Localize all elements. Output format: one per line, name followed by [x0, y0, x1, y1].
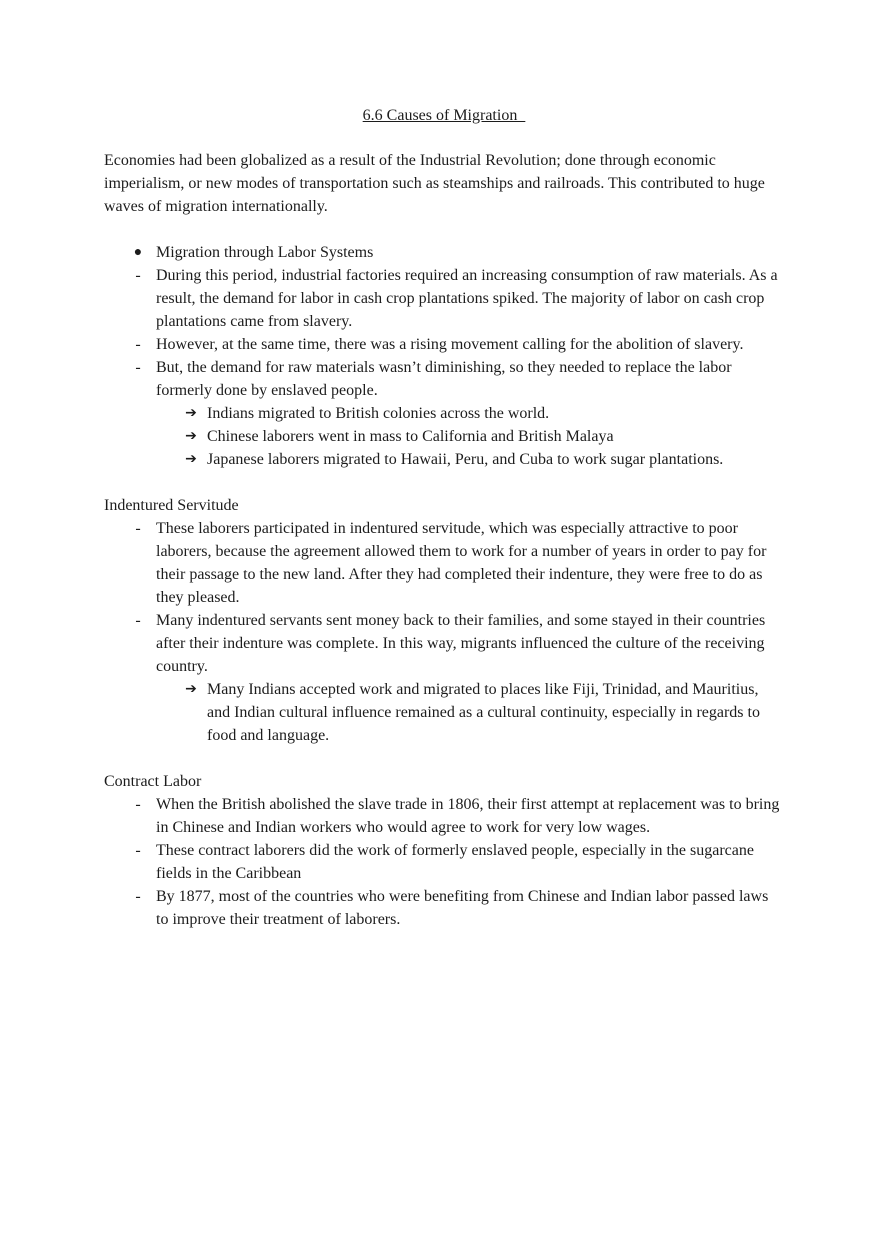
- list-item-text: However, at the same time, there was a rising movement calling for the abolition of slavery.: [156, 336, 744, 353]
- list-item: [104, 793, 784, 839]
- list-item: [104, 356, 784, 402]
- document-page: [104, 104, 784, 931]
- list-item-text: By 1877, most of the countries who were benefiting from Chinese and Indian labor passed laws to improve their treatment of laborers.: [156, 888, 769, 928]
- list-item-text: When the British abolished the slave trade in 1806, their first attempt at replacement was to bring in Chinese and Indian workers who would agree to work for very low wages.: [156, 796, 780, 836]
- dash-icon: -: [135, 267, 141, 284]
- list-item: [104, 517, 784, 609]
- dash-icon: -: [135, 888, 141, 905]
- dash-icon: -: [135, 612, 141, 629]
- list-item-text: These laborers participated in indentured servitude, which was especially attractive to poor laborers, because the agreement allowed them to work for a number of years in order to pay for their passage to the new land. After they had completed their indenture, they were free to do as they pleased.: [156, 520, 767, 606]
- arrow-right-icon: ➔: [185, 428, 197, 444]
- sub-list-item: [104, 448, 784, 471]
- sub-list-item: [104, 678, 784, 747]
- dash-icon: -: [135, 520, 141, 537]
- list-item-text: These contract laborers did the work of formerly enslaved people, especially in the sugarcane fields in the Caribbean: [156, 842, 754, 882]
- list-item: [104, 839, 784, 885]
- labor-systems-bullet: [104, 241, 784, 264]
- sub-list-item-text: Indians migrated to British colonies across the world.: [207, 405, 550, 422]
- arrow-right-icon: ➔: [185, 405, 197, 421]
- contract-heading: Contract Labor: [104, 773, 202, 790]
- list-item-text: Many indentured servants sent money back to their families, and some stayed in their countries after their indenture was complete. In this way, migrants influenced the culture of the receiving country.: [156, 612, 766, 675]
- dash-icon: -: [135, 359, 141, 376]
- sub-list-item: [104, 402, 784, 425]
- dash-icon: -: [135, 796, 141, 813]
- page-title: 6.6 Causes of Migration: [362, 107, 526, 124]
- list-item-text: But, the demand for raw materials wasn’t diminishing, so they needed to replace the labor formerly done by enslaved people.: [156, 359, 732, 399]
- list-item: [104, 333, 784, 356]
- dash-icon: -: [135, 336, 141, 353]
- indentured-heading: Indentured Servitude: [104, 497, 239, 514]
- sub-list-item-text: Japanese laborers migrated to Hawaii, Peru, and Cuba to work sugar plantations.: [207, 451, 724, 468]
- list-item: [104, 885, 784, 931]
- list-item: [104, 609, 784, 678]
- list-item: [104, 264, 784, 333]
- bullet-icon: ●: [133, 245, 143, 260]
- sub-list-item-text: Chinese laborers went in mass to California and British Malaya: [207, 428, 614, 445]
- dash-icon: -: [135, 842, 141, 859]
- labor-systems-heading: Migration through Labor Systems: [156, 244, 374, 261]
- sub-list-item: [104, 425, 784, 448]
- list-item-text: During this period, industrial factories required an increasing consumption of raw materials. As a result, the demand for labor in cash crop plantations spiked. The majority of labor on cash crop plantations came from slavery.: [156, 267, 778, 330]
- intro-paragraph: Economies had been globalized as a result of the Industrial Revolution; done through economic imperialism, or new modes of transportation such as steamships and railroads. This contributed to huge waves of migration internationally.: [104, 152, 765, 215]
- sub-list-item-text: Many Indians accepted work and migrated to places like Fiji, Trinidad, and Mauritius, and Indian cultural influence remained as a cultural continuity, especially in regards to food and language.: [207, 681, 760, 744]
- arrow-right-icon: ➔: [185, 451, 197, 467]
- arrow-right-icon: ➔: [185, 681, 197, 697]
